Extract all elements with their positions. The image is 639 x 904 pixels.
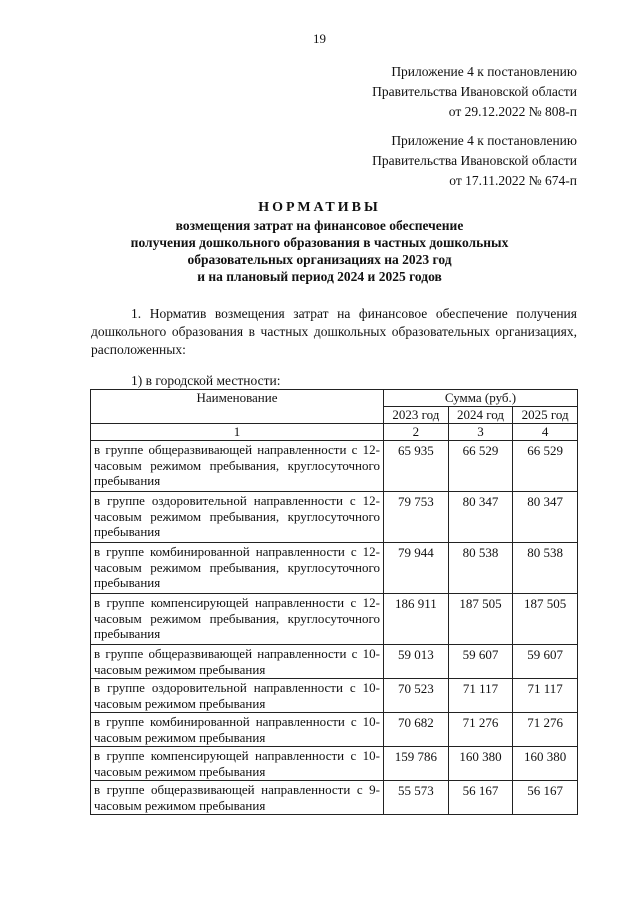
- title-line: образовательных организациях на 2023 год: [187, 252, 452, 267]
- row-name: в группе компенсирующей направленности с 12-часовым режимом пребывания, круглосуточного пребывания: [91, 594, 384, 645]
- page-number: 19: [313, 31, 326, 46]
- header-year-2025: 2025 год: [513, 407, 578, 424]
- title-line: получения дошкольного образования в частных дошкольных: [130, 235, 509, 250]
- appendix-line: от 17.11.2022 № 674-п: [449, 173, 577, 188]
- value-2025: 71 117: [513, 679, 578, 713]
- col-number: 2: [384, 424, 449, 441]
- value-2025: 187 505: [513, 594, 578, 645]
- title-main: НОРМАТИВЫ: [258, 200, 381, 215]
- value-2024: 71 276: [448, 713, 513, 747]
- col-number: 1: [91, 424, 384, 441]
- paragraph-1: 1. Норматив возмещения затрат на финансовое обеспечение получения дошкольного образования в частных дошкольных образовательных организациях, расположенных:: [91, 306, 577, 357]
- value-2025: 80 538: [513, 543, 578, 594]
- col-number: 4: [513, 424, 578, 441]
- row-name: в группе комбинированной направленности с 10-часовым режимом пребывания: [91, 713, 384, 747]
- header-year-2023: 2023 год: [384, 407, 449, 424]
- header-year-2024: 2024 год: [448, 407, 513, 424]
- value-2024: 56 167: [448, 781, 513, 815]
- value-2023: 79 753: [384, 492, 449, 543]
- value-2023: 55 573: [384, 781, 449, 815]
- row-name: в группе компенсирующей направленности с 10-часовым режимом пребывания: [91, 747, 384, 781]
- table-row: [91, 543, 578, 594]
- value-2025: 80 347: [513, 492, 578, 543]
- table-row: [91, 679, 578, 713]
- appendix-line: Приложение 4 к постановлению: [391, 133, 577, 148]
- value-2024: 59 607: [448, 645, 513, 679]
- norms-table: [90, 389, 578, 815]
- appendix-line: Правительства Ивановской области: [372, 84, 577, 99]
- table-row: [91, 747, 578, 781]
- table-row: [91, 645, 578, 679]
- appendix-note-current: [372, 62, 577, 122]
- value-2025: 66 529: [513, 441, 578, 492]
- table-row: [91, 713, 578, 747]
- table-row: [91, 594, 578, 645]
- value-2023: 79 944: [384, 543, 449, 594]
- value-2023: 159 786: [384, 747, 449, 781]
- row-name: в группе общеразвивающей направленности с 9-часовым режимом пребывания: [91, 781, 384, 815]
- value-2025: 59 607: [513, 645, 578, 679]
- value-2025: 160 380: [513, 747, 578, 781]
- appendix-note-previous: [372, 131, 577, 191]
- row-name: в группе общеразвивающей направленности с 12-часовым режимом пребывания, круглосуточного пребывания: [91, 441, 384, 492]
- value-2024: 80 347: [448, 492, 513, 543]
- row-name: в группе оздоровительной направленности с 10-часовым режимом пребывания: [91, 679, 384, 713]
- title-line: и на плановый период 2024 и 2025 годов: [197, 269, 442, 284]
- row-name: в группе общеразвивающей направленности с 10-часовым режимом пребывания: [91, 645, 384, 679]
- value-2024: 160 380: [448, 747, 513, 781]
- row-name: в группе комбинированной направленности с 12-часовым режимом пребывания, круглосуточного пребывания: [91, 543, 384, 594]
- appendix-line: Приложение 4 к постановлению: [391, 64, 577, 79]
- value-2024: 187 505: [448, 594, 513, 645]
- title-line: возмещения затрат на финансовое обеспечение: [175, 218, 464, 233]
- value-2024: 80 538: [448, 543, 513, 594]
- subheading-urban: 1) в городской местности:: [131, 373, 281, 388]
- table-row: [91, 781, 578, 815]
- value-2023: 186 911: [384, 594, 449, 645]
- value-2024: 71 117: [448, 679, 513, 713]
- table-row: [91, 492, 578, 543]
- value-2023: 70 523: [384, 679, 449, 713]
- value-2024: 66 529: [448, 441, 513, 492]
- appendix-line: Правительства Ивановской области: [372, 153, 577, 168]
- document-title: [0, 199, 639, 285]
- appendix-line: от 29.12.2022 № 808-п: [448, 104, 577, 119]
- value-2023: 70 682: [384, 713, 449, 747]
- header-sum: Сумма (руб.): [384, 390, 578, 407]
- col-number: 3: [448, 424, 513, 441]
- header-name: Наименование: [91, 390, 384, 424]
- value-2023: 65 935: [384, 441, 449, 492]
- value-2025: 71 276: [513, 713, 578, 747]
- row-name: в группе оздоровительной направленности с 12-часовым режимом пребывания, круглосуточного пребывания: [91, 492, 384, 543]
- table-row: [91, 441, 578, 492]
- value-2023: 59 013: [384, 645, 449, 679]
- value-2025: 56 167: [513, 781, 578, 815]
